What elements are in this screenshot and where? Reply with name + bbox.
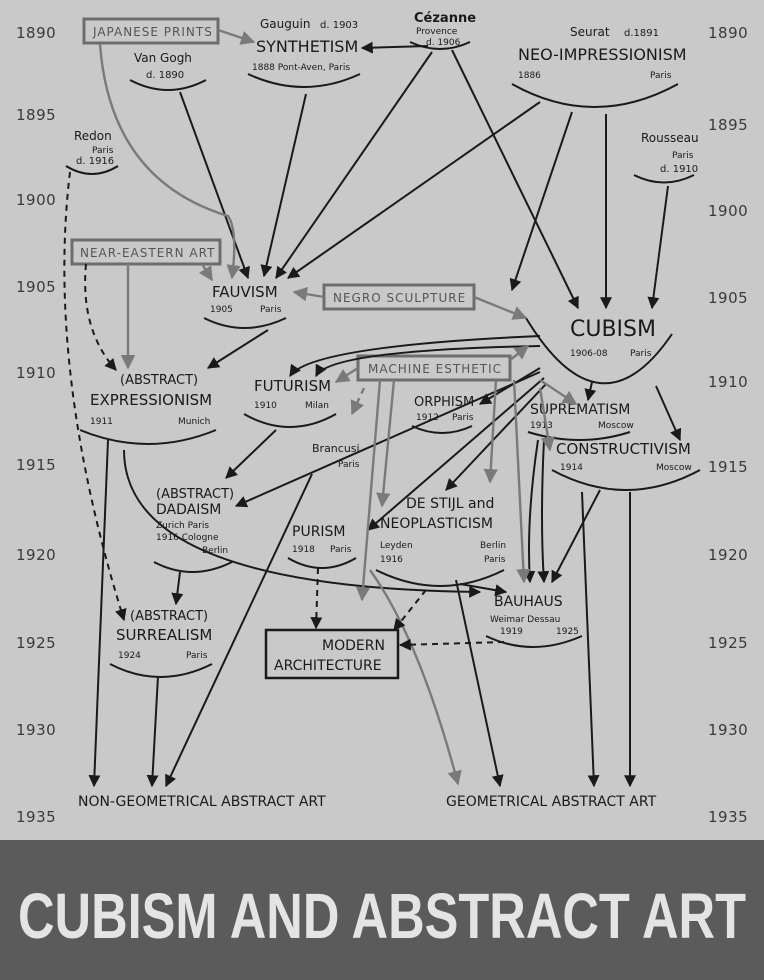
svg-text:NEOPLASTICISM: NEOPLASTICISM <box>380 516 493 532</box>
influence-japanese-prints <box>84 19 218 43</box>
year-label: 1895 <box>16 106 57 124</box>
svg-text:(ABSTRACT): (ABSTRACT) <box>130 609 209 624</box>
svg-text:Paris: Paris <box>260 305 282 315</box>
svg-text:FAUVISM: FAUVISM <box>212 283 278 301</box>
svg-text:d. 1916: d. 1916 <box>76 156 115 167</box>
node-van-gogh <box>130 51 206 90</box>
svg-text:Paris: Paris <box>484 555 506 565</box>
outcome-geometrical: GEOMETRICAL ABSTRACT ART <box>446 794 657 810</box>
svg-text:1912: 1912 <box>416 413 439 423</box>
cover-title: CUBISM AND ABSTRACT ART <box>18 880 746 952</box>
year-label: 1935 <box>16 808 57 826</box>
svg-text:MODERN: MODERN <box>322 638 385 654</box>
svg-text:CUBISM: CUBISM <box>570 317 656 342</box>
svg-text:Redon: Redon <box>74 129 112 143</box>
year-label: 1920 <box>708 546 749 564</box>
svg-text:Van Gogh: Van Gogh <box>134 51 192 65</box>
year-label: 1910 <box>16 364 57 382</box>
node-fauvism <box>204 283 286 328</box>
svg-text:1910: 1910 <box>254 401 277 411</box>
svg-text:Provence: Provence <box>416 27 458 37</box>
svg-text:1919: 1919 <box>500 627 523 637</box>
svg-text:Paris: Paris <box>92 146 114 156</box>
year-label: 1895 <box>708 116 749 134</box>
year-label: 1930 <box>16 721 57 739</box>
svg-text:1906-08: 1906-08 <box>570 349 608 359</box>
node-brancusi <box>312 442 360 470</box>
year-label: 1920 <box>16 546 57 564</box>
svg-text:Milan: Milan <box>305 401 329 411</box>
svg-text:1925: 1925 <box>556 627 579 637</box>
svg-text:d. 1910: d. 1910 <box>660 164 699 175</box>
svg-text:Weimar Dessau: Weimar Dessau <box>490 615 561 625</box>
year-label: 1915 <box>708 458 749 476</box>
node-cezanne <box>410 11 476 49</box>
year-axis-right <box>708 24 748 826</box>
year-label: 1900 <box>16 191 57 209</box>
svg-text:1916: 1916 <box>380 555 403 565</box>
svg-text:d. 1903: d. 1903 <box>320 20 359 31</box>
year-label: 1890 <box>708 24 749 42</box>
svg-text:Paris: Paris <box>330 545 352 555</box>
node-de-stijl <box>376 496 506 586</box>
svg-text:d.1891: d.1891 <box>624 28 659 39</box>
svg-text:SUPREMATISM: SUPREMATISM <box>530 402 631 418</box>
svg-text:1913: 1913 <box>530 421 553 431</box>
svg-text:Leyden: Leyden <box>380 541 413 551</box>
svg-text:d. 1890: d. 1890 <box>146 70 185 81</box>
year-label: 1910 <box>708 373 749 391</box>
svg-text:Paris: Paris <box>452 413 474 423</box>
svg-text:BAUHAUS: BAUHAUS <box>494 594 563 610</box>
svg-text:1914: 1914 <box>560 463 583 473</box>
svg-text:SURREALISM: SURREALISM <box>116 626 213 644</box>
svg-text:NEAR-EASTERN ART: NEAR-EASTERN ART <box>80 246 216 260</box>
svg-text:ARCHITECTURE: ARCHITECTURE <box>274 658 382 674</box>
svg-text:Paris: Paris <box>338 460 360 470</box>
svg-text:1918: 1918 <box>292 545 315 555</box>
year-label: 1890 <box>16 24 57 42</box>
year-label: 1905 <box>708 289 749 307</box>
node-futurism <box>244 377 336 427</box>
svg-text:MACHINE ESTHETIC: MACHINE ESTHETIC <box>368 362 503 376</box>
svg-text:1888 Pont-Aven, Paris: 1888 Pont-Aven, Paris <box>252 63 351 73</box>
title-band <box>0 840 764 980</box>
svg-text:1905: 1905 <box>210 305 233 315</box>
svg-text:1911: 1911 <box>90 417 113 427</box>
node-bauhaus <box>486 594 582 647</box>
svg-text:Paris: Paris <box>650 71 672 81</box>
svg-text:Cézanne: Cézanne <box>414 11 477 26</box>
svg-text:FUTURISM: FUTURISM <box>254 377 332 395</box>
svg-text:NEGRO SCULPTURE: NEGRO SCULPTURE <box>333 291 467 305</box>
svg-text:NEO-IMPRESSIONISM: NEO-IMPRESSIONISM <box>518 45 687 64</box>
svg-text:EXPRESSIONISM: EXPRESSIONISM <box>90 391 213 409</box>
svg-text:CONSTRUCTIVISM: CONSTRUCTIVISM <box>556 440 691 458</box>
svg-text:1886: 1886 <box>518 71 541 81</box>
influence-machine-esthetic <box>358 356 510 380</box>
svg-text:Seurat: Seurat <box>570 25 610 39</box>
svg-text:Paris: Paris <box>672 151 694 161</box>
svg-text:JAPANESE PRINTS: JAPANESE PRINTS <box>93 25 213 39</box>
svg-text:Paris: Paris <box>186 651 208 661</box>
svg-text:1924: 1924 <box>118 651 141 661</box>
year-axis-left <box>16 24 56 826</box>
node-synthetism <box>248 17 360 87</box>
svg-text:Moscow: Moscow <box>656 463 692 473</box>
year-label: 1905 <box>16 278 57 296</box>
year-label: 1925 <box>708 634 749 652</box>
svg-text:DADAISM: DADAISM <box>156 502 222 518</box>
node-constructivism <box>552 440 700 490</box>
year-label: 1915 <box>16 456 57 474</box>
year-label: 1930 <box>708 721 749 739</box>
svg-text:(ABSTRACT): (ABSTRACT) <box>120 373 199 388</box>
influence-negro-sculpture <box>324 285 474 309</box>
year-label: 1925 <box>16 634 57 652</box>
modern-architecture-box <box>266 630 398 678</box>
svg-text:1916 Cologne: 1916 Cologne <box>156 533 219 543</box>
svg-text:Zurich Paris: Zurich Paris <box>156 521 210 531</box>
svg-text:Moscow: Moscow <box>598 421 634 431</box>
svg-text:PURISM: PURISM <box>292 524 346 540</box>
svg-text:Berlin: Berlin <box>480 541 507 551</box>
svg-text:Berlin: Berlin <box>202 546 229 556</box>
svg-text:Munich: Munich <box>178 417 211 427</box>
node-purism <box>288 524 356 568</box>
svg-text:Paris: Paris <box>630 349 652 359</box>
svg-text:SYNTHETISM: SYNTHETISM <box>256 37 359 56</box>
svg-text:Rousseau: Rousseau <box>641 131 699 145</box>
svg-text:(ABSTRACT): (ABSTRACT) <box>156 487 235 502</box>
influence-near-eastern-art <box>72 240 220 264</box>
svg-text:DE STIJL and: DE STIJL and <box>406 496 495 512</box>
year-label: 1935 <box>708 808 749 826</box>
year-label: 1900 <box>708 202 749 220</box>
node-cubism <box>526 317 672 383</box>
svg-text:Brancusi: Brancusi <box>312 442 360 455</box>
node-redon <box>66 129 118 174</box>
node-rousseau <box>634 131 699 183</box>
node-surrealism <box>110 609 212 677</box>
node-neo-impressionism <box>512 25 687 107</box>
node-expressionism <box>80 373 216 444</box>
svg-text:Gauguin: Gauguin <box>260 17 311 31</box>
svg-text:d. 1906: d. 1906 <box>426 38 461 48</box>
svg-text:ORPHISM: ORPHISM <box>414 395 475 410</box>
outcome-non-geometrical: NON-GEOMETRICAL ABSTRACT ART <box>78 794 326 810</box>
